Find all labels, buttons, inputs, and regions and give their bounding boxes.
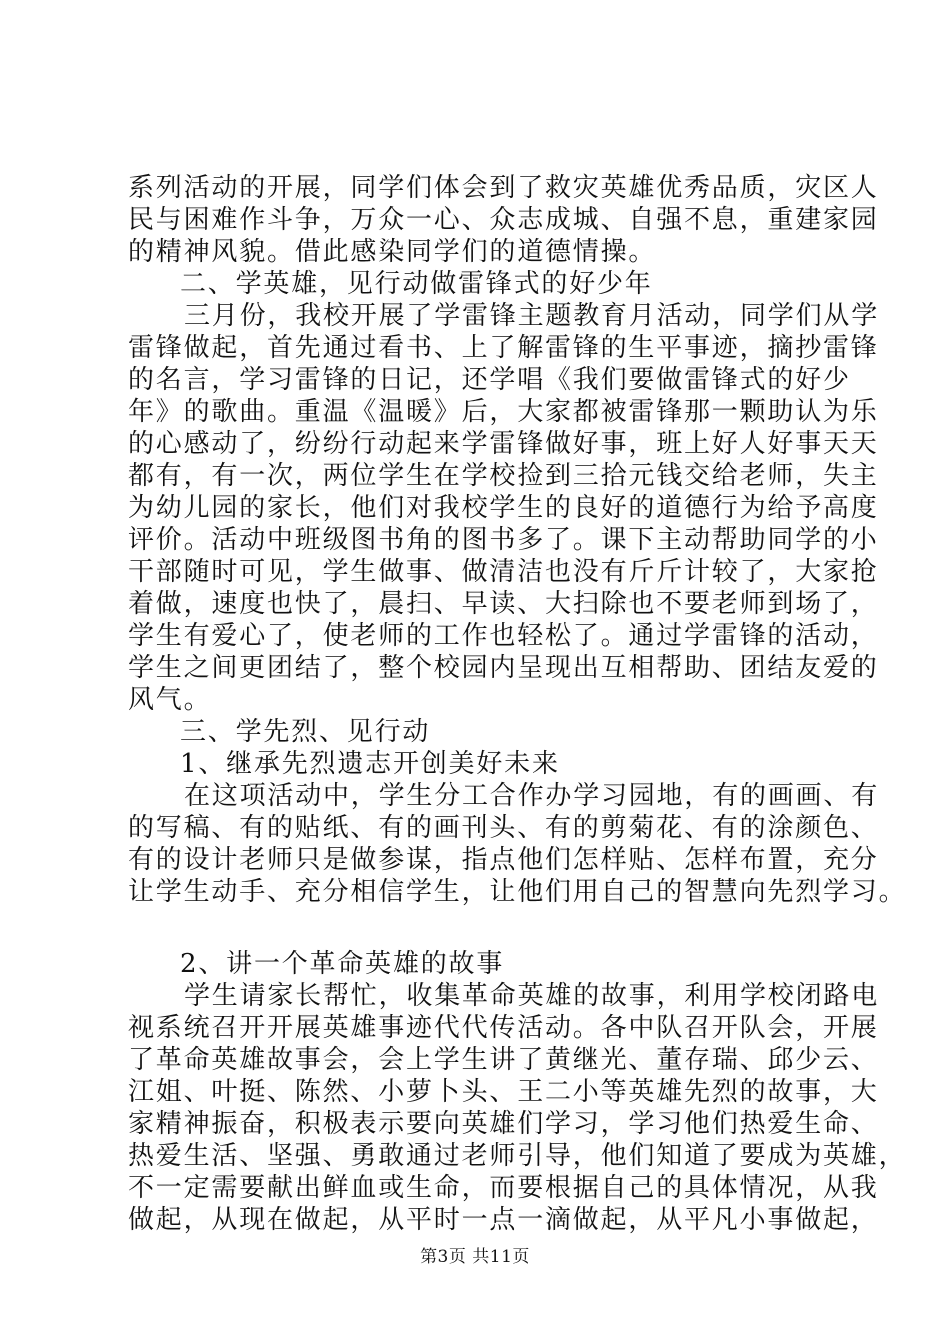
text-line: 风气。 [128, 685, 212, 715]
text-line: 江姐、叶挺、陈然、小萝卜头、王二小等英雄先烈的故事，大 [128, 1077, 879, 1107]
text-line: 在这项活动中，学生分工合作办学习园地，有的画画、有 [184, 781, 880, 811]
text-line: 干部随时可见，学生做事、做清洁也没有斤斤计较了，大家抢 [128, 557, 879, 587]
section-heading: 二、学英雄，见行动做雷锋式的好少年 [180, 269, 653, 299]
text-line: 雷锋做起，首先通过看书、上了解雷锋的生平事迹，摘抄雷锋 [128, 333, 879, 363]
text-line: 年》的歌曲。重温《温暖》后，大家都被雷锋那一颗助认为乐 [128, 397, 879, 427]
text-line: 视系统召开开展英雄事迹代代传活动。各中队召开队会，开展 [128, 1013, 879, 1043]
paragraph-gap [128, 908, 848, 948]
text-line: 学生有爱心了，使老师的工作也轻松了。通过学雷锋的活动， [128, 621, 879, 651]
text-line: 的精神风貌。借此感染同学们的道德情操。 [128, 237, 657, 267]
document-body [128, 172, 907, 1236]
text-line: 有的设计老师只是做参谋，指点他们怎样贴、怎样布置，充分 [128, 845, 879, 875]
text-line: 民与困难作斗争，万众一心、众志成城、自强不息，重建家园 [128, 205, 879, 235]
text-line: 的名言，学习雷锋的日记，还学唱《我们要做雷锋式的好少 [128, 365, 851, 395]
text-line: 的写稿、有的贴纸、有的画刊头、有的剪菊花、有的涂颜色、 [128, 813, 879, 843]
text-line: 评价。活动中班级图书角的图书多了。课下主动帮助同学的小 [128, 525, 879, 555]
text-line: 家精神振奋，积极表示要向英雄们学习，学习他们热爱生命、 [128, 1109, 879, 1139]
text-line: 三月份，我校开展了学雷锋主题教育月活动，同学们从学 [184, 301, 880, 331]
text-line: 的心感动了，纷纷行动起来学雷锋做好事，班上好人好事天天 [128, 429, 879, 459]
text-line: 了革命英雄故事会，会上学生讲了黄继光、董存瑞、邱少云、 [128, 1045, 879, 1075]
text-line: 做起，从现在做起，从平时一点一滴做起，从平凡小事做起， [128, 1205, 879, 1235]
subsection-heading: 1、继承先烈遗志开创美好未来 [180, 749, 560, 779]
page-number-footer: 第3页 共11页 [420, 1247, 530, 1267]
text-line: 让学生动手、充分相信学生，让他们用自己的智慧向先烈学习。 [128, 877, 907, 907]
text-line: 着做，速度也快了，晨扫、早读、大扫除也不要老师到场了， [128, 589, 879, 619]
text-line: 不一定需要献出鲜血或生命，而要根据自己的具体情况，从我 [128, 1173, 879, 1203]
text-line: 都有，有一次，两位学生在学校捡到三拾元钱交给老师，失主 [128, 461, 879, 491]
text-line: 热爱生活、坚强、勇敢通过老师引导，他们知道了要成为英雄， [128, 1141, 907, 1171]
section-heading: 三、学先烈、见行动 [180, 717, 431, 747]
subsection-heading: 2、讲一个革命英雄的故事 [180, 949, 505, 979]
text-line: 学生之间更团结了，整个校园内呈现出互相帮助、团结友爱的 [128, 653, 879, 683]
text-line: 为幼儿园的家长，他们对我校学生的良好的道德行为给予高度 [128, 493, 879, 523]
text-line: 系列活动的开展，同学们体会到了救灾英雄优秀品质，灾区人 [128, 173, 879, 203]
text-line: 学生请家长帮忙，收集革命英雄的故事，利用学校闭路电 [184, 981, 880, 1011]
